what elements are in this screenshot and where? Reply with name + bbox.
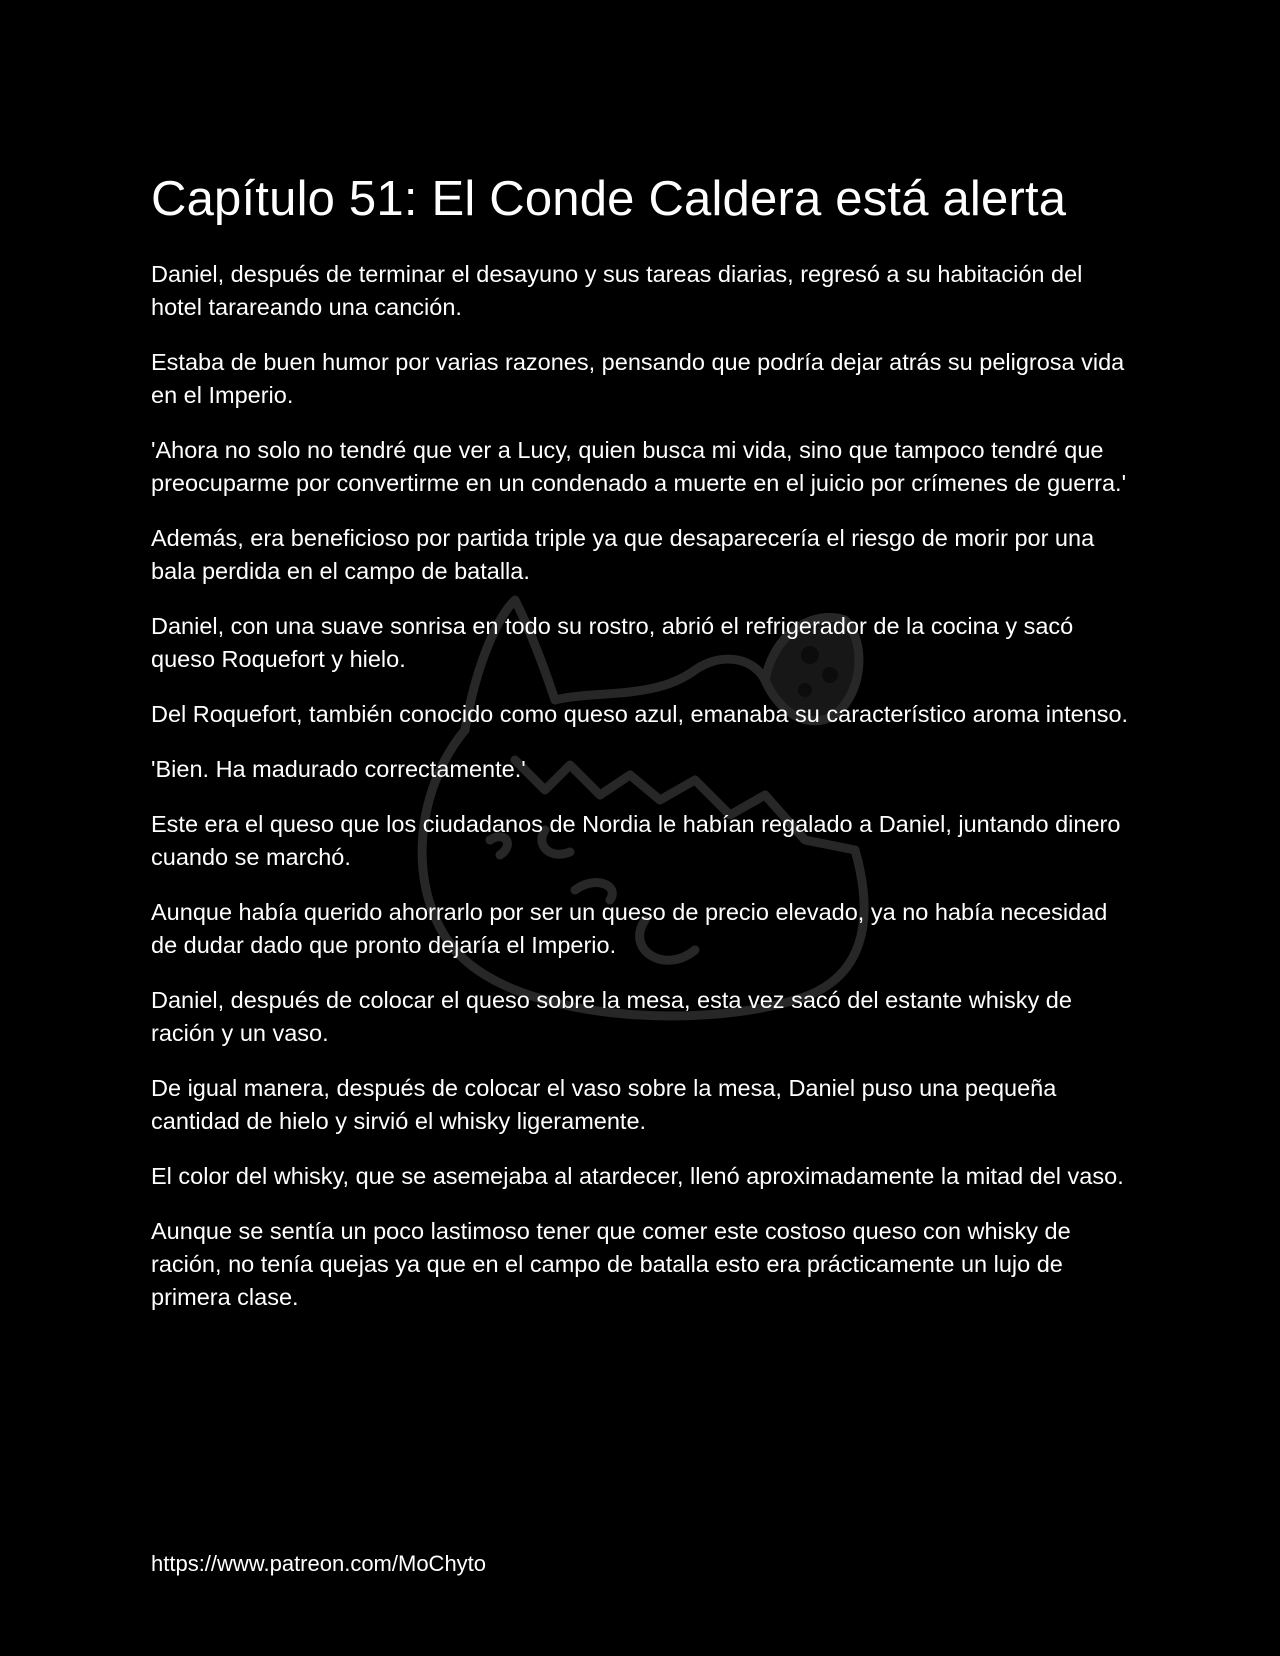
paragraph: Del Roquefort, también conocido como queso azul, emanaba su característico aroma intenso. — [151, 701, 1129, 727]
paragraph: De igual manera, después de colocar el vaso sobre la mesa, Daniel puso una pequeña cantidad de hielo y sirvió el whisky ligeramente. — [151, 1075, 1057, 1134]
paragraph: Estaba de buen humor por varias razones, pensando que podría dejar atrás su peligrosa vida en el Imperio. — [151, 349, 1125, 408]
chapter-page — [151, 168, 1136, 1336]
paragraph: Daniel, después de colocar el queso sobre la mesa, esta vez sacó del estante whisky de ración y un vaso. — [151, 987, 1072, 1046]
paragraph: Además, era beneficioso por partida triple ya que desaparecería el riesgo de morir por una bala perdida en el campo de batalla. — [151, 525, 1095, 584]
paragraph: 'Bien. Ha madurado correctamente.' — [151, 756, 526, 782]
paragraph: Aunque se sentía un poco lastimoso tener que comer este costoso queso con whisky de ración, no tenía quejas ya que en el campo de batalla esto era prácticamente un lujo de primera clase. — [151, 1218, 1071, 1310]
paragraph: Este era el queso que los ciudadanos de Nordia le habían regalado a Daniel, juntando dinero cuando se marchó. — [151, 811, 1121, 870]
patreon-link[interactable]: https://www.patreon.com/MoChyto — [151, 1551, 487, 1576]
paragraph: El color del whisky, que se asemejaba al atardecer, llenó aproximadamente la mitad del vaso. — [151, 1163, 1124, 1189]
paragraph: Daniel, con una suave sonrisa en todo su rostro, abrió el refrigerador de la cocina y sacó queso Roquefort y hielo. — [151, 613, 1074, 672]
paragraph: Daniel, después de terminar el desayuno y sus tareas diarias, regresó a su habitación del hotel tarareando una canción. — [151, 261, 1083, 320]
paragraph: 'Ahora no solo no tendré que ver a Lucy, quien busca mi vida, sino que tampoco tendré que preocuparme por convertirme en un condenado a muerte en el juicio por crímenes de guerra.' — [151, 437, 1127, 496]
paragraph: Aunque había querido ahorrarlo por ser un queso de precio elevado, ya no había necesidad de dudar dado que pronto dejaría el Imperio. — [151, 899, 1108, 958]
chapter-title: Capítulo 51: El Conde Caldera está alerta — [151, 172, 1067, 226]
